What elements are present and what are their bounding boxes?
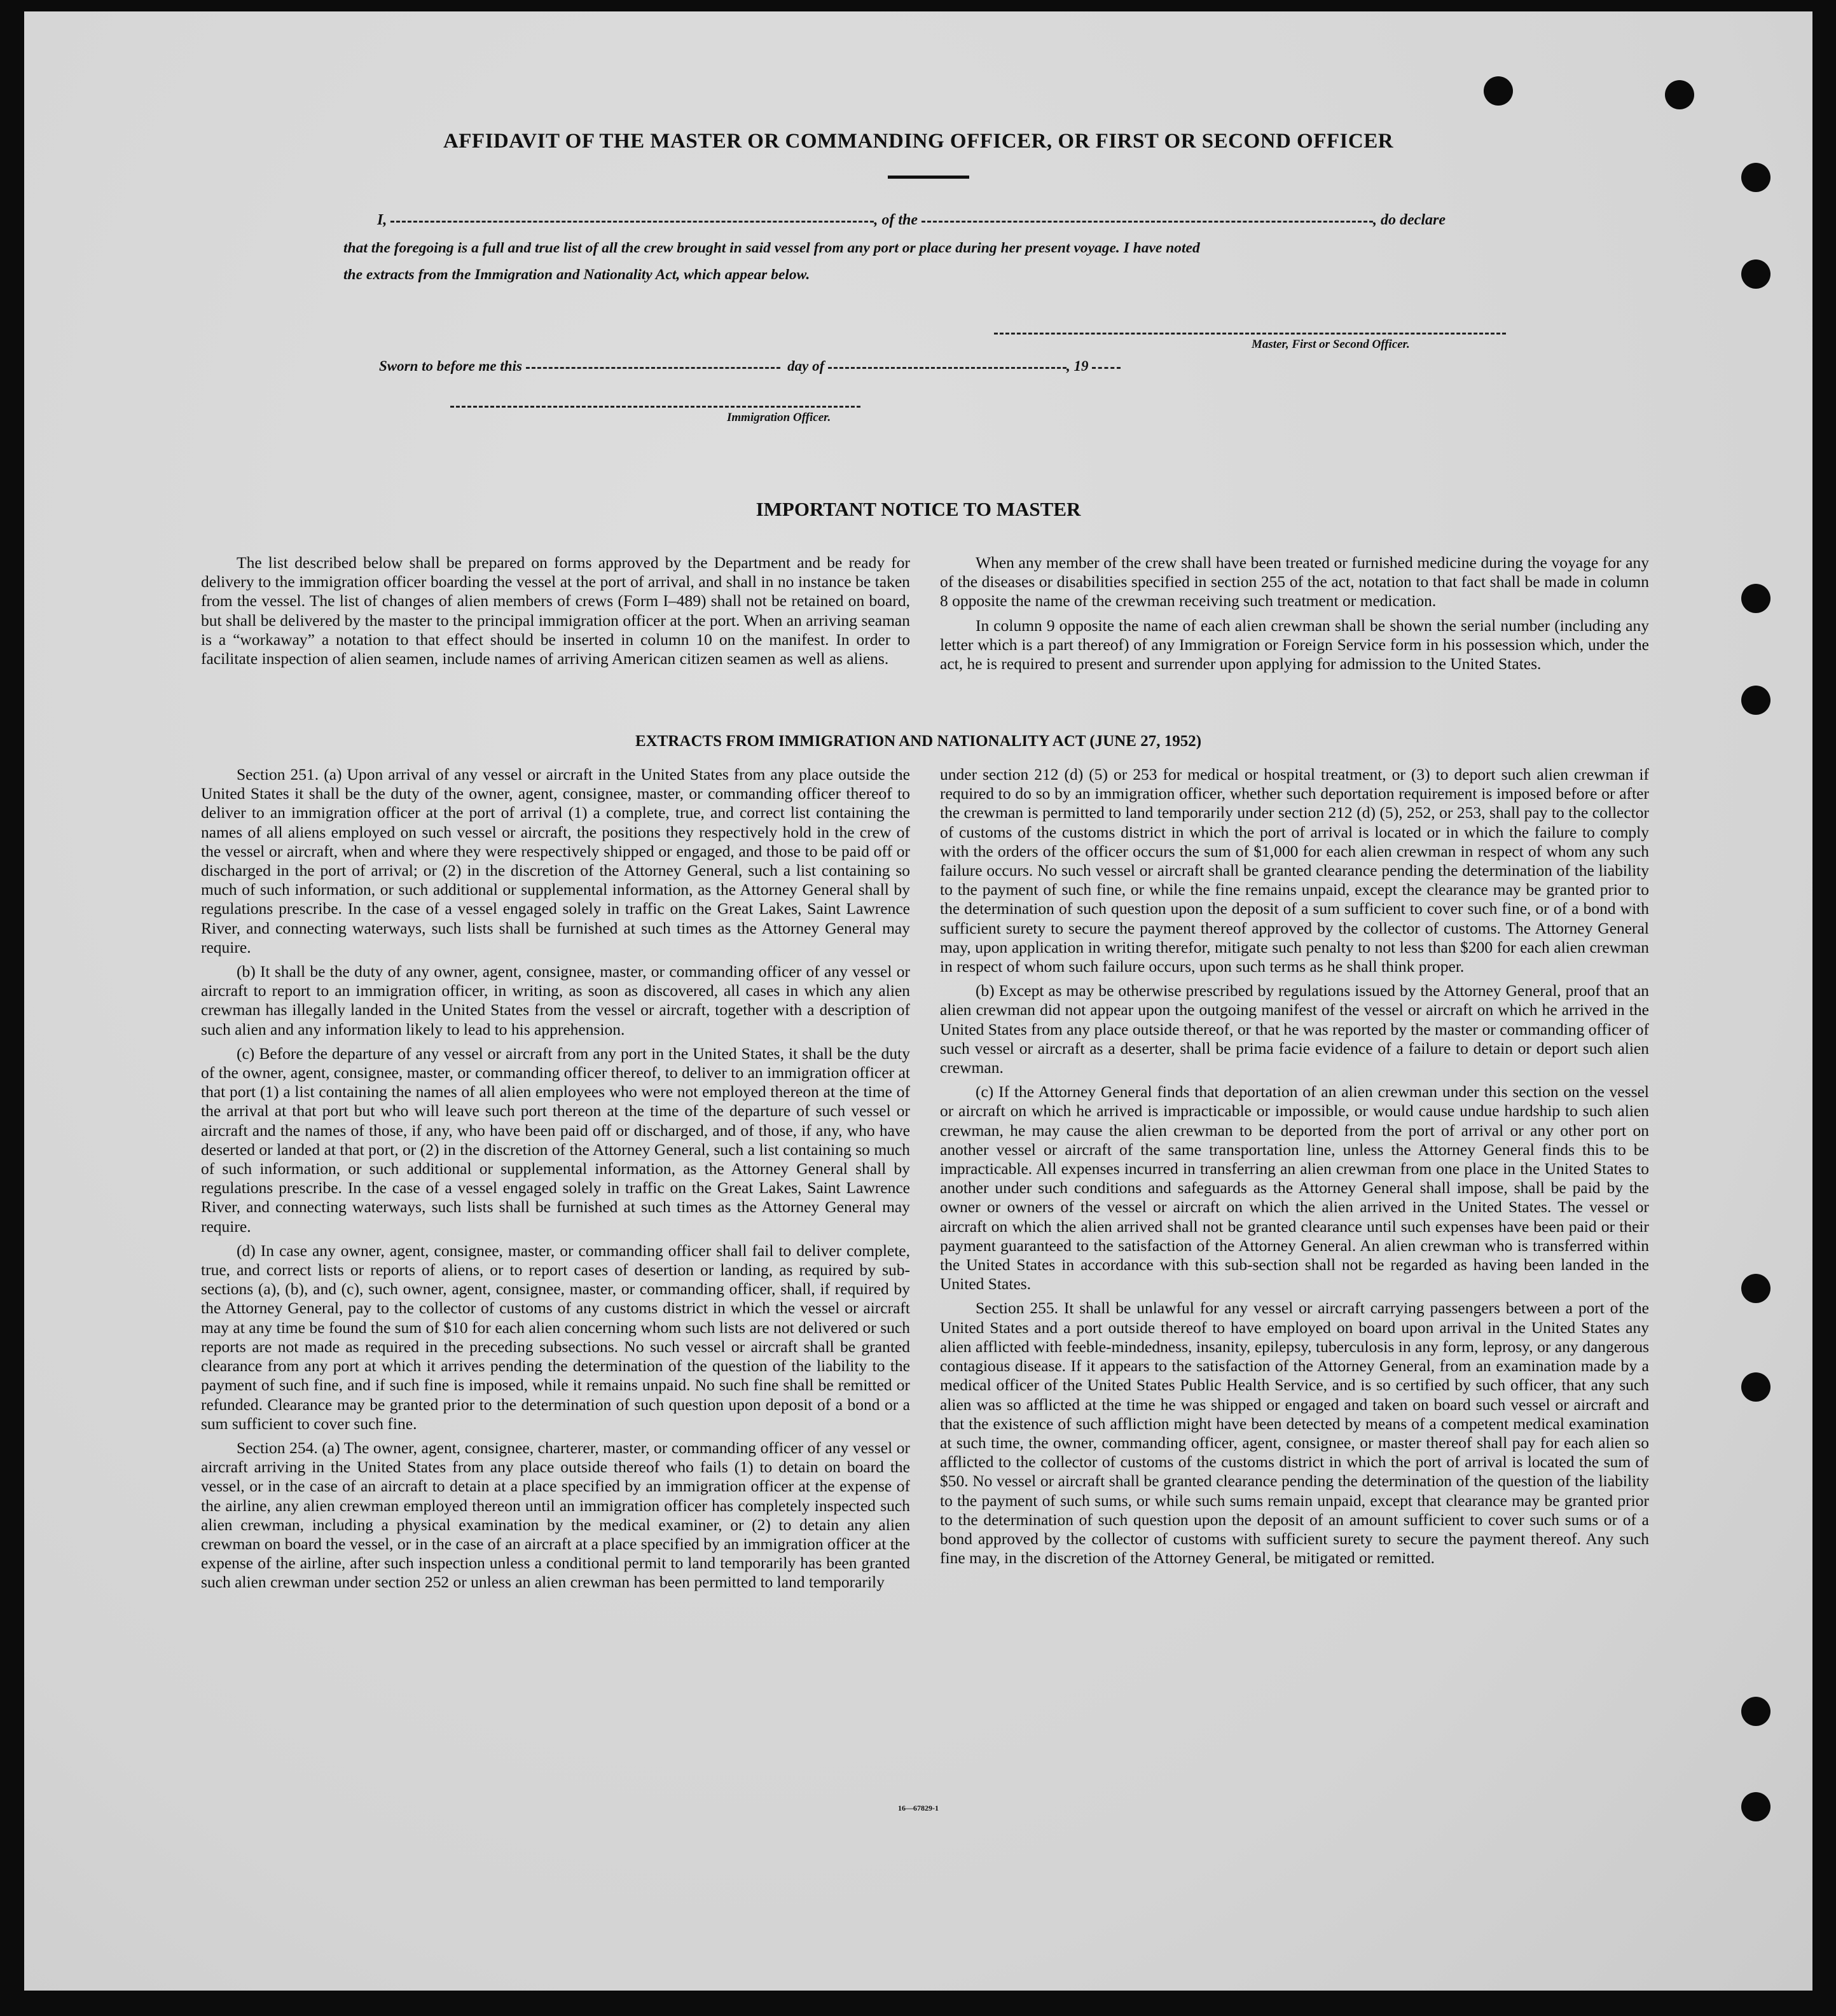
sworn-month-field[interactable] — [828, 366, 1066, 369]
year-label: , 19 — [1066, 358, 1089, 374]
punch-hole — [1665, 80, 1694, 109]
i-label: I, — [377, 212, 387, 228]
extracts-left-column — [201, 765, 910, 1598]
sworn-line — [379, 358, 1121, 375]
extracts-right-column — [940, 765, 1649, 1573]
extract-paragraph: (c) Before the departure of any vessel or aircraft from any port in the United States, it shall be the duty of the owner, agent, consignee, master, or commanding officer thereof, to deliver to an immigration officer at that port (1) a list containing the names of all alien employees who were not employed thereon at the time of the arrival at that port but who will leave such port thereon at the time of the departure of such vessel or aircraft and the names of those, if any, who have been paid off or discharged, and of those, if any, who have deserted or landed at that port, or (2) in the discretion of the Attorney General, such a list containing so much of such information, or such additional or supplemental information, as the Attorney General shall by regulations prescribe. In the case of a vessel engaged solely in traffic on the Great Lakes, Saint Lawrence River, and connecting waterways, such lists shall be furnished at such times as the Attorney General may require. — [201, 1044, 910, 1236]
extract-paragraph: Section 254. (a) The owner, agent, consignee, charterer, master, or commanding officer of any vessel or aircraft arriving in the United States from any place outside thereof who fails (1) to detain on board the vessel, or in the case of an aircraft to detain at a place specified by an immigration officer at the expense of the airline, any alien crewman employed thereon until an immigration officer has completely inspected such alien crewman, including a physical examination by the medical examiner, or (2) to detain any alien crewman on board the vessel, or in the case of an aircraft at a place specified by an immigration officer at the expense of the airline, after such inspection unless a conditional permit to land temporarily has been granted such alien crewman under section 252 or unless an alien crewman has been permitted to land temporarily — [201, 1438, 910, 1592]
officer-signature-caption: Immigration Officer. — [727, 411, 831, 424]
extract-paragraph: (c) If the Attorney General finds that deportation of an alien crewman under this section on the vessel or aircraft on which he arrived is impracticable or impossible, or would cause undue hardship to such alien crewman, he may cause the alien crewman to be deported from the port of arrival or any other port on another vessel or aircraft of the same transportation line, unless the Attorney General finds this to be impracticable. All expenses incurred in transferring an alien crewman from one place in the United States to another under such conditions and safeguards as the Attorney General shall impose, shall be paid by the owner or owners of the vessel or aircraft on which the alien arrived in the United States. The vessel or aircraft on which the alien arrived shall not be granted clearance until such expenses have been paid or their payment guaranteed to the satisfaction of the Attorney General. An alien crewman who is transferred within the United States in accordance with this sub-section shall not be regarded as having been landed in the United States. — [940, 1082, 1649, 1294]
sworn-year-field[interactable] — [1092, 366, 1121, 369]
punch-hole — [1741, 1697, 1770, 1726]
sworn-label: Sworn to before me this — [379, 358, 522, 374]
declaration-text-2: that the foregoing is a full and true list of all the crew brought in said vessel from any port or place during her present voyage. I have noted — [343, 240, 1200, 256]
extract-paragraph: (b) Except as may be otherwise prescribed by regulations issued by the Attorney General, proof that an alien crewman did not appear upon the outgoing manifest of the vessel or aircraft on which he arrived in the United States from any place outside thereof, or that he was reported by the master or commanding officer of such vessel or aircraft as a deserter, shall be prima facie evidence of a failure to detain or deport such alien crewman. — [940, 981, 1649, 1077]
extract-paragraph: (d) In case any owner, agent, consignee, master, or commanding officer shall fail to deliver complete, true, and correct lists or reports of aliens, or to report cases of desertion or landing, as required by sub-sections (a), (b), and (c), such owner, agent, consignee, master, or commanding officer, shall, if required by the Attorney General, pay to the collector of customs of any customs district in which the vessel or aircraft may at any time be found the sum of $10 for each alien concerning whom such lists are not delivered or such reports are not made as required in the preceding subsections. No such vessel or aircraft shall be granted clearance from any port at which it arrives pending the determination of the question of the liability to the payment of such fine, and if such fine is imposed, while it remains unpaid. No such fine shall be remitted or refunded. Clearance may be granted prior to the determination of such question upon deposit of a bond or a sum sufficient to cover such fine. — [201, 1241, 910, 1433]
notice-left-column — [201, 553, 910, 673]
extract-paragraph: (b) It shall be the duty of any owner, agent, consignee, master, or commanding officer of any vessel or aircraft to report to an immigration officer, in writing, as soon as discovered, all cases in which any alien crewman has illegally landed in the United States from the vessel or aircraft, together with a description of such alien and any information likely to lead to his apprehension. — [201, 962, 910, 1039]
master-signature-line[interactable] — [994, 333, 1506, 335]
name-field[interactable] — [390, 219, 874, 223]
sworn-day-field[interactable] — [526, 366, 780, 369]
punch-hole — [1741, 1372, 1770, 1402]
document-page — [24, 11, 1812, 1991]
title-underline — [888, 176, 969, 179]
vessel-field[interactable] — [921, 219, 1373, 223]
punch-hole — [1741, 686, 1770, 715]
officer-signature-line[interactable] — [450, 406, 860, 408]
master-signature-caption: Master, First or Second Officer. — [1252, 338, 1410, 351]
punch-hole — [1741, 163, 1770, 192]
affidavit-title: AFFIDAVIT OF THE MASTER OR COMMANDING OFFICER, OR FIRST OR SECOND OFFICER — [443, 130, 1394, 153]
notice-right-column — [940, 553, 1649, 679]
day-of-label: day of — [787, 358, 825, 374]
of-the-label: , of the — [874, 212, 918, 228]
notice-paragraph: In column 9 opposite the name of each alien crewman shall be shown the serial number (including any letter which is a part thereof) of any Immigration or Foreign Service form in his possession which, under the act, he is required to present and surrender upon applying for admission to the United States. — [940, 616, 1649, 673]
extract-paragraph: under section 212 (d) (5) or 253 for medical or hospital treatment, or (3) to deport such alien crewman if required to do so by an immigration officer, whether such deportation requirement is imposed before or after the crewman is permitted to land temporarily under section 212 (d) (5), 252, or 253, shall pay to the collector of customs of the customs district in which the port of arrival is located or in which the failure to comply with the orders of the officer occurs the sum of $1,000 for each alien crewman in respect of whom any such failure occurs. No such vessel or aircraft shall be granted clearance pending the determination of the liability to the payment of such fine, or while the fine remains unpaid, except the clearance may be granted prior to the determination of such question upon the deposit of a sum sufficient to cover such fine, or of a bond with sufficient surety to secure the payment thereof approved by the collector of customs. The Attorney General may, upon application in writing therefor, mitigate such penalty to not less than $200 for each alien crewman in respect of whom such failure occurs, upon such terms as he shall think proper. — [940, 765, 1649, 976]
notice-title: IMPORTANT NOTICE TO MASTER — [756, 498, 1081, 520]
form-number: 16—67829-1 — [898, 1804, 939, 1812]
notice-paragraph: When any member of the crew shall have been treated or furnished medicine during the voyage for any of the diseases or disabilities specified in section 255 of the act, notation to that fact shall be made in column 8 opposite the name of the crewman receiving such treatment or medication. — [940, 553, 1649, 611]
extracts-title: EXTRACTS FROM IMMIGRATION AND NATIONALITY ACT (JUNE 27, 1952) — [635, 733, 1202, 750]
extract-paragraph: Section 255. It shall be unlawful for any vessel or aircraft carrying passengers between a port of the United States and a port outside thereof to have employed on board upon arrival in the United States any alien afflicted with feeble-mindedness, insanity, epilepsy, tuberculosis in any form, leprosy, or any dangerous contagious disease. If it appears to the satisfaction of the Attorney General, from an examination made by a medical officer of the United States Public Health Service, and is so certified by such officer, that any such alien was so afflicted at the time he was shipped or engaged and taken on board such vessel or aircraft and that the existence of such affliction might have been detected by means of a competent medical examination at such time, the owner, commanding officer, agent, consignee, or master thereof shall pay for each alien so afflicted to the collector of customs of the customs district in which the port of arrival is located the sum of $50. No vessel or aircraft shall be granted clearance pending the determination of the question of the liability to the payment of such sums, or while such sums remain unpaid, except that clearance may be granted prior to the determination of such question upon the deposit of an amount sufficient to cover such sums or of a bond approved by the collector of customs with sufficient surety to secure the payment thereof. Any such fine may, in the discretion of the Attorney General, be mitigated or remitted. — [940, 1299, 1649, 1568]
declaration-text-3: the extracts from the Immigration and Nationality Act, which appear below. — [343, 266, 810, 283]
declaration-line — [377, 212, 1446, 229]
punch-hole — [1741, 1274, 1770, 1303]
punch-hole — [1484, 76, 1513, 106]
do-declare-label: , do declare — [1373, 212, 1446, 228]
punch-hole — [1741, 584, 1770, 613]
punch-hole — [1741, 259, 1770, 289]
notice-paragraph: The list described below shall be prepared on forms approved by the Department and be ready for delivery to the immigration officer boarding the vessel at the port of arrival, and shall in no instance be taken from the vessel. The list of changes of alien members of crews (Form I–489) shall not be retained on board, but shall be delivered by the master to the principal immigration officer at the port. When an arriving seaman is a “workaway” a notation to that effect should be inserted in column 10 on the manifest. In order to facilitate inspection of alien seamen, include names of arriving American citizen seamen as well as aliens. — [201, 553, 910, 668]
extract-paragraph: Section 251. (a) Upon arrival of any vessel or aircraft in the United States from any place outside the United States it shall be the duty of the owner, agent, consignee, master, or commanding officer thereof to deliver to an immigration officer at the port of arrival (1) a complete, true, and correct list containing the names of all aliens employed on such vessel or aircraft, the positions they respectively hold in the crew of the vessel or aircraft, when and where they were respectively shipped or engaged, and those to be paid off or discharged in the port of arrival; or (2) in the discretion of the Attorney General, such a list containing so much of such information, or such additional or supplemental information, as the Attorney General shall by regulations prescribe. In the case of a vessel engaged solely in traffic on the Great Lakes, Saint Lawrence River, and connecting waterways, such lists shall be furnished at such times as the Attorney General may require. — [201, 765, 910, 956]
